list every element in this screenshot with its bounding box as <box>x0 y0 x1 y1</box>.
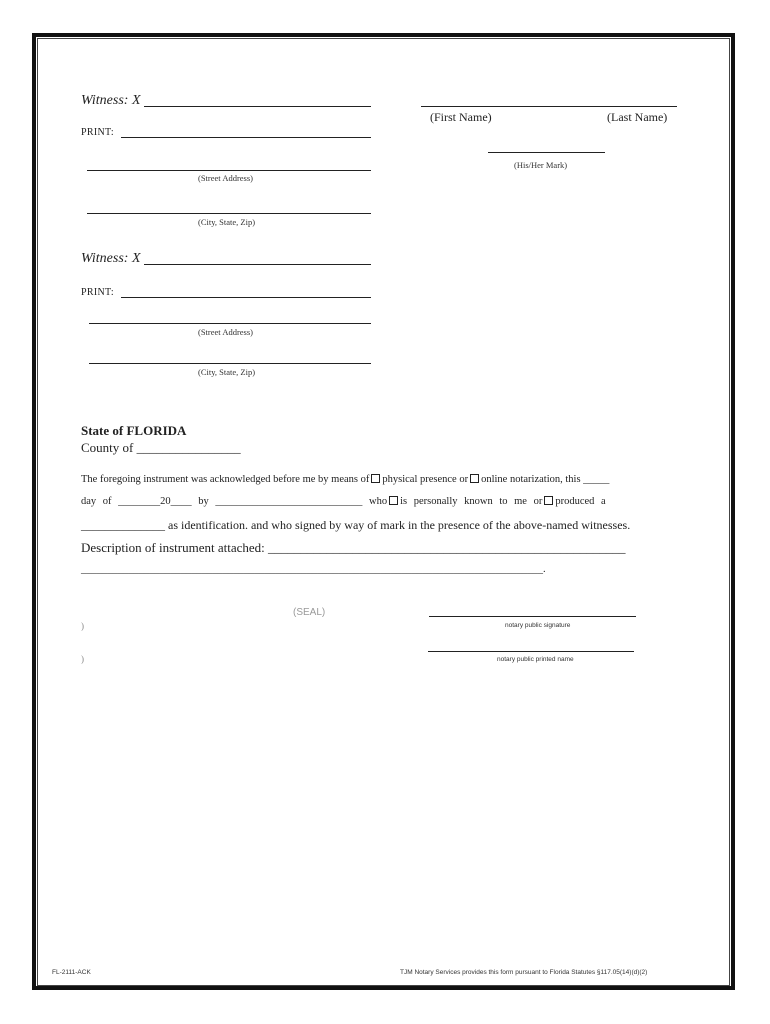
witness-2-street-line[interactable] <box>89 323 371 324</box>
seal-label: (SEAL) <box>293 607 326 618</box>
witness-2-print-label: PRINT: <box>81 287 114 298</box>
ack-line-1-b: physical presence or <box>382 474 469 485</box>
statute-notice: TJM Notary Services provides this form pursuant to Florida Statutes §117.05(14)(d)(2) <box>400 969 648 976</box>
ack-line-3: ______________ as identification. and who signed by way of mark in the presence of the above-named witnesses. <box>81 518 631 532</box>
notary-name-caption: notary public printed name <box>497 656 574 663</box>
description-label: Description of instrument attached: _______________________________________________________ <box>81 540 626 555</box>
witness-1-city-line[interactable] <box>87 213 371 214</box>
ack-line-2 <box>81 496 689 507</box>
witness-2-city-caption: (City, State, Zip) <box>198 367 256 377</box>
signer-name-line[interactable] <box>421 106 677 107</box>
witness-2-signature-line[interactable] <box>144 264 371 265</box>
produced-id-checkbox[interactable] <box>544 496 553 505</box>
ack-line-2-b: is personally known to me or <box>400 496 543 507</box>
ack-line-2-c: produced a <box>555 496 606 507</box>
page-border-inner <box>37 38 730 986</box>
state-line: State of FLORIDA <box>81 423 187 438</box>
witness-2-label: Witness: X <box>81 251 141 266</box>
paren-mark-2: ) <box>81 654 84 664</box>
ack-line-1-a: The foregoing instrument was acknowledged before me by means of <box>81 474 370 485</box>
witness-1-print-line[interactable] <box>121 137 371 138</box>
notary-name-line[interactable] <box>428 651 634 652</box>
ack-line-2-a: day of ________20____ by ____________________________ who <box>81 496 388 507</box>
online-notarization-checkbox[interactable] <box>470 474 479 483</box>
witness-1-street-line[interactable] <box>87 170 371 171</box>
notary-signature-line[interactable] <box>429 616 636 617</box>
witness-2-street-caption: (Street Address) <box>198 327 254 337</box>
witness-1-print-label: PRINT: <box>81 127 114 138</box>
personally-known-checkbox[interactable] <box>389 496 398 505</box>
mark-line[interactable] <box>488 152 605 153</box>
paren-mark-1: ) <box>81 621 84 631</box>
ack-line-1-c: online notarization, this _____ <box>481 474 610 485</box>
first-name-caption: (First Name) <box>430 110 492 124</box>
ack-line-1 <box>81 474 609 485</box>
notary-signature-caption: notary public signature <box>505 622 571 629</box>
witness-1-city-caption: (City, State, Zip) <box>198 217 256 227</box>
county-line: County of ________________ <box>81 440 241 455</box>
physical-presence-checkbox[interactable] <box>371 474 380 483</box>
witness-1-signature-line[interactable] <box>144 106 371 107</box>
last-name-caption: (Last Name) <box>607 110 668 124</box>
mark-caption: (His/Her Mark) <box>514 160 568 170</box>
witness-1-street-caption: (Street Address) <box>198 173 254 183</box>
form-id: FL-2111-ACK <box>52 969 91 976</box>
witness-2-print-line[interactable] <box>121 297 371 298</box>
witness-1-label: Witness: X <box>81 93 141 108</box>
description-line-2: ________________________________________________________________________________________. <box>81 564 546 575</box>
witness-2-city-line[interactable] <box>89 363 371 364</box>
